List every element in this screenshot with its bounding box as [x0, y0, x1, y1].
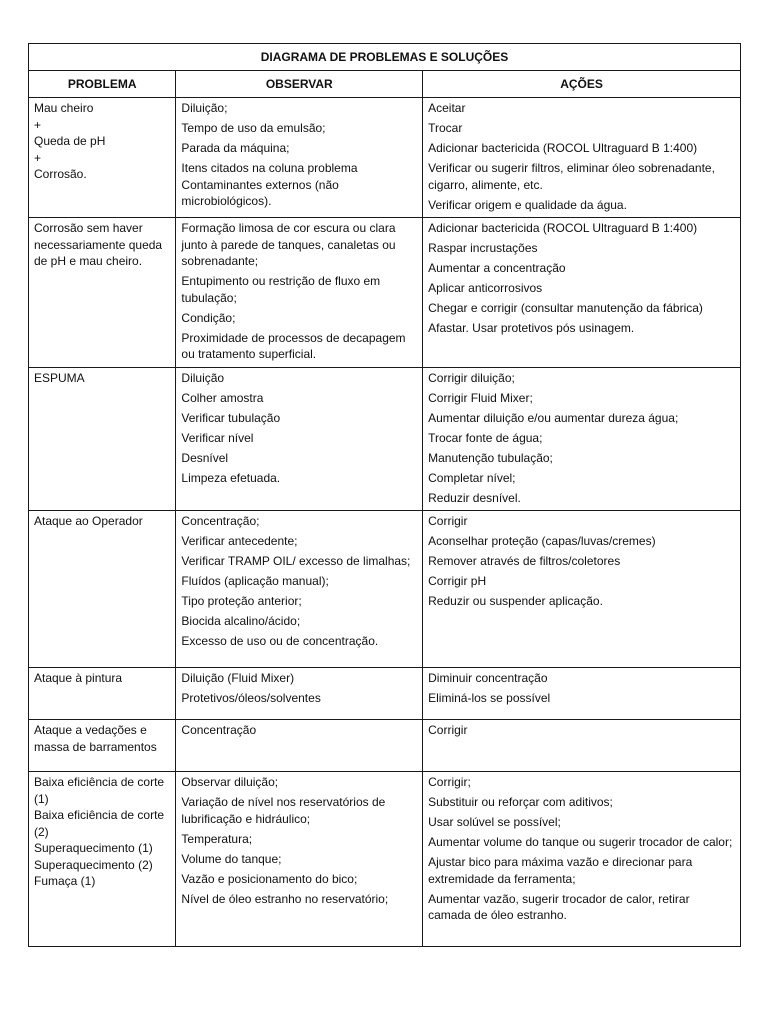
action-item: Corrigir Fluid Mixer;: [428, 390, 533, 405]
observe-item: Verificar TRAMP OIL/ excesso de limalhas;: [181, 554, 411, 568]
action-item: Aceitar: [428, 101, 466, 115]
action-item: Corrigir diluição;: [428, 370, 515, 385]
observe-item: Temperatura;: [181, 831, 253, 846]
action-item: Corrigir pH: [428, 574, 487, 588]
observe-item: Volume do tanque;: [181, 851, 282, 866]
action-item: Aconselhar proteção (capas/luvas/cremes): [428, 534, 656, 548]
action-cell: [423, 668, 741, 720]
observe-item: Colher amostra: [181, 390, 264, 405]
table-row: [29, 772, 741, 947]
action-item: Usar solúvel se possível;: [428, 815, 561, 829]
table-row: [29, 511, 741, 668]
observe-item: Formação limosa de cor escura ou clara junto à parede de tanques, canaletas ou sobrenadante;: [181, 221, 396, 268]
problem-line: Fumaça (1): [34, 874, 96, 888]
observe-item: Diluição;: [181, 101, 228, 115]
problem-cell: [29, 367, 176, 511]
action-item: Completar nível;: [428, 470, 516, 485]
observe-item: Diluição: [181, 370, 225, 385]
observe-item: Diluição (Fluid Mixer): [181, 671, 295, 685]
observe-item: Fluídos (aplicação manual);: [181, 574, 329, 588]
observe-item: Condição;: [181, 310, 236, 325]
action-item: Raspar incrustações: [428, 241, 538, 255]
observe-item: Verificar tubulação: [181, 410, 281, 425]
action-item: Trocar: [428, 121, 463, 135]
action-item: Chegar e corrigir (consultar manutenção da fábrica): [428, 301, 703, 315]
observe-cell: [176, 720, 423, 772]
observe-item: Vazão e posicionamento do bico;: [181, 871, 358, 886]
action-item: Aumentar volume do tanque ou sugerir trocador de calor;: [428, 835, 733, 849]
header-observar: OBSERVAR: [176, 71, 423, 98]
observe-item: Verificar antecedente;: [181, 534, 298, 548]
problem-cell: [29, 772, 176, 947]
action-cell: [423, 720, 741, 772]
action-item: Corrigir: [428, 514, 468, 528]
observe-item: Verificar nível: [181, 430, 254, 445]
problem-line: Superaquecimento (1): [34, 841, 153, 855]
problem-cell: [29, 720, 176, 772]
problem-line: Ataque à pintura: [34, 671, 123, 685]
table-title: DIAGRAMA DE PROBLEMAS E SOLUÇÕES: [29, 44, 741, 71]
problem-line: Superaquecimento (2): [34, 857, 153, 872]
problem-cell: [29, 511, 176, 668]
action-item: Substituir ou reforçar com aditivos;: [428, 795, 613, 809]
observe-item: Concentração: [181, 723, 257, 737]
observe-item: Excesso de uso ou de concentração.: [181, 634, 379, 648]
problem-cell: [29, 668, 176, 720]
action-item: Trocar fonte de água;: [428, 430, 543, 445]
action-item: Diminuir concentração: [428, 671, 548, 685]
header-row: [29, 71, 741, 98]
problem-line: Ataque ao Operador: [34, 514, 143, 528]
observe-cell: [176, 98, 423, 218]
problem-line: Baixa eficiência de corte (1): [34, 775, 165, 806]
observe-cell: [176, 218, 423, 368]
table-row: [29, 367, 741, 511]
action-cell: [423, 511, 741, 668]
action-item: Remover através de filtros/coletores: [428, 554, 621, 568]
table-row: [29, 218, 741, 368]
observe-item: Variação de nível nos reservatórios de lubrificação e hidráulico;: [181, 795, 386, 826]
problem-line: +: [34, 117, 42, 132]
action-item: Verificar origem e qualidade da água.: [428, 197, 627, 212]
action-item: Aumentar a concentração: [428, 261, 566, 275]
header-acoes: AÇÕES: [423, 71, 741, 98]
observe-item: Parada da máquina;: [181, 141, 290, 155]
problem-line: Corrosão.: [34, 167, 87, 181]
problems-solutions-table: [28, 43, 741, 947]
observe-item: Tipo proteção anterior;: [181, 594, 302, 608]
observe-item: Limpeza efetuada.: [181, 470, 281, 485]
action-item: Aumentar diluição e/ou aumentar dureza água;: [428, 410, 679, 425]
header-problema: PROBLEMA: [29, 71, 176, 98]
action-item: Aplicar anticorrosivos: [428, 281, 543, 295]
table-row: [29, 668, 741, 720]
problem-line: +: [34, 150, 42, 165]
action-cell: [423, 772, 741, 947]
observe-item: Nível de óleo estranho no reservatório;: [181, 891, 389, 906]
table-row: [29, 720, 741, 772]
observe-item: Tempo de uso da emulsão;: [181, 121, 326, 135]
problem-line: Baixa eficiência de corte (2): [34, 808, 165, 839]
problem-cell: [29, 98, 176, 218]
action-item: Adicionar bactericida (ROCOL Ultraguard B 1:400): [428, 141, 698, 155]
action-cell: [423, 367, 741, 511]
observe-item: Itens citados na coluna problema Contaminantes externos (não microbiológicos).: [181, 161, 358, 208]
action-item: Manutenção tubulação;: [428, 450, 553, 465]
action-item: Corrigir;: [428, 775, 471, 789]
problem-line: Mau cheiro: [34, 101, 94, 115]
action-item: Aumentar vazão, sugerir trocador de calor, retirar camada de óleo estranho.: [428, 891, 690, 922]
action-item: Corrigir: [428, 723, 468, 737]
observe-cell: [176, 772, 423, 947]
action-cell: [423, 218, 741, 368]
observe-item: Desnível: [181, 450, 229, 465]
observe-item: Biocida alcalino/ácido;: [181, 614, 301, 628]
observe-item: Protetivos/óleos/solventes: [181, 691, 321, 705]
action-cell: [423, 98, 741, 218]
observe-cell: [176, 668, 423, 720]
problem-line: Queda de pH: [34, 134, 106, 148]
problem-line: Corrosão sem haver necessariamente queda de pH e mau cheiro.: [34, 221, 163, 268]
table-row: [29, 98, 741, 218]
observe-cell: [176, 367, 423, 511]
observe-item: Observar diluição;: [181, 775, 279, 789]
problem-line: ESPUMA: [34, 370, 85, 385]
action-item: Reduzir ou suspender aplicação.: [428, 594, 603, 608]
action-item: Ajustar bico para máxima vazão e direcionar para extremidade da ferramenta;: [428, 855, 693, 886]
problem-cell: [29, 218, 176, 368]
problem-line: Ataque a vedações e massa de barramentos: [34, 723, 157, 754]
observe-item: Entupimento ou restrição de fluxo em tubulação;: [181, 274, 381, 305]
action-item: Verificar ou sugerir filtros, eliminar óleo sobrenadante, cigarro, alimente, etc.: [428, 161, 715, 192]
action-item: Afastar. Usar protetivos pós usinagem.: [428, 321, 635, 335]
action-item: Eliminá-los se possível: [428, 691, 551, 705]
action-item: Adicionar bactericida (ROCOL Ultraguard B 1:400): [428, 221, 698, 235]
observe-item: Proximidade de processos de decapagem ou tratamento superficial.: [181, 330, 406, 361]
title-row: [29, 44, 741, 71]
observe-item: Concentração;: [181, 514, 260, 528]
observe-cell: [176, 511, 423, 668]
action-item: Reduzir desnível.: [428, 490, 521, 505]
